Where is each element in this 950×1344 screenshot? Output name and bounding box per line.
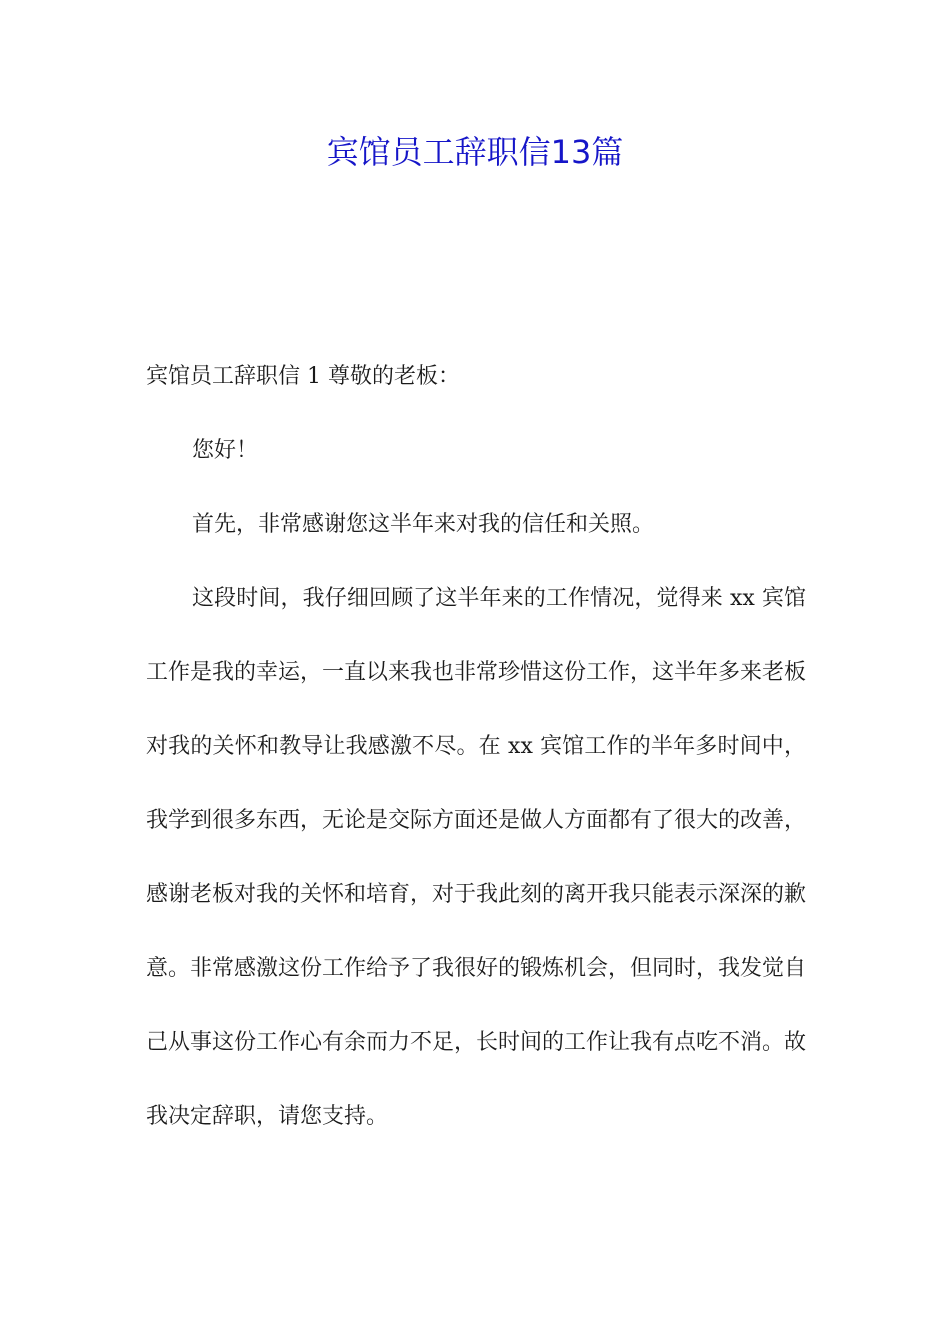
salutation-line: 宾馆员工辞职信 1 尊敬的老板：	[146, 364, 460, 389]
letter-body	[146, 340, 806, 1154]
document-title: 宾馆员工辞职信13篇	[326, 133, 624, 171]
main-paragraph: 这段时间，我仔细回顾了这半年来的工作情况，觉得来 xx 宾馆工作是我的幸运，一直以来我也非常珍惜这份工作，这半年多来老板对我的关怀和教导让我感激不尽。在 xx 宾馆工作的半年多时间中，我学到很多东西，无论是交际方面还是做人方面都有了很大的改善，感谢老板对我的关怀和培育，对于我此刻的离开我只能表示深深的歉意。非常感激这份工作给予了我很好的锻炼机会，但同时，我发觉自己从事这份工作心有余而力不足，长时间的工作让我有点吃不消。故我决定辞职，请您支持。	[146, 586, 807, 1129]
thanks-paragraph: 首先，非常感谢您这半年来对我的信任和关照。	[192, 512, 655, 537]
greeting-paragraph: 您好！	[192, 438, 259, 463]
